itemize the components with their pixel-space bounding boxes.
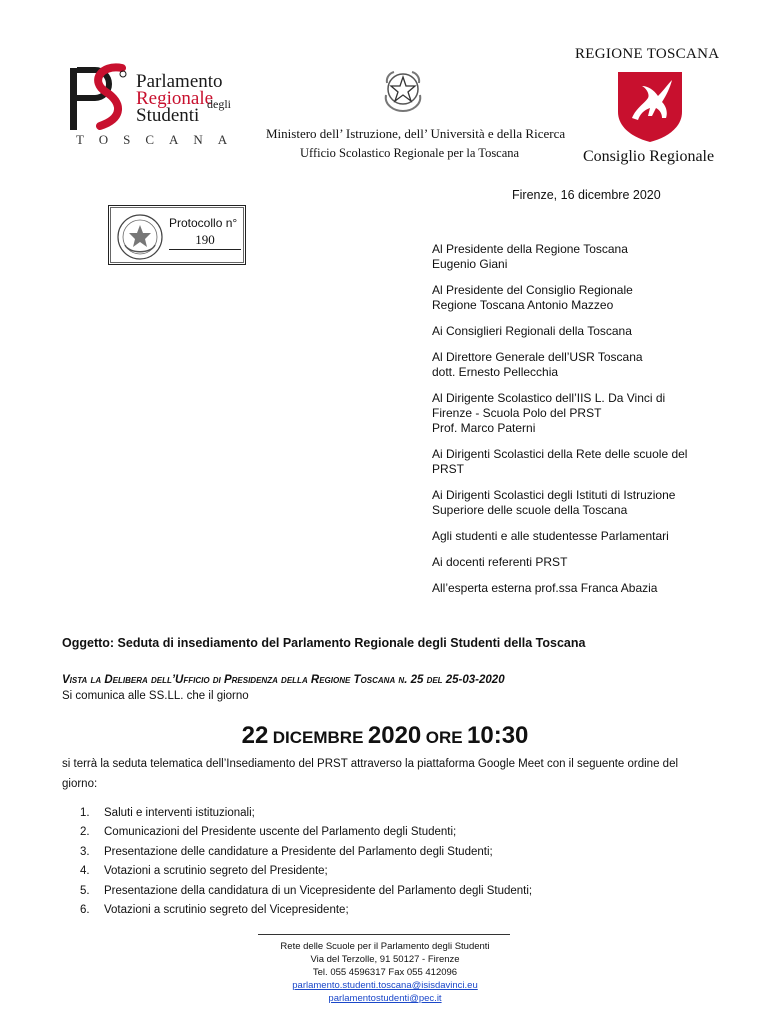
recipient: Al Direttore Generale dell’USR Toscana dott. Ernesto Pellecchia — [432, 350, 643, 379]
list-item: 6. Votazioni a scrutinio segreto del Vicepresidente; — [80, 903, 349, 916]
body-paragraph: si terrà la seduta telematica dell’Insediamento del PRST attraverso la piattaforma Google Meet con il seguente ordine del giorno: — [62, 758, 679, 790]
prst-logo-line3: Studenti — [136, 105, 200, 126]
letter-subject: Oggetto: Seduta di insediamento del Parlamento Regionale degli Studenti della Toscana — [62, 636, 586, 650]
recipient: All’esperta esterna prof.ssa Franca Abazia — [432, 581, 658, 595]
prst-logo-region: TOSCANA — [76, 132, 243, 147]
footer-divider — [258, 934, 510, 935]
footer-pec-link[interactable]: parlamentostudenti@pec.it — [328, 993, 442, 1004]
meeting-year: 2020 — [367, 722, 422, 749]
italian-republic-emblem-icon — [378, 65, 428, 115]
letter-date: Firenze, 16 dicembre 2020 — [512, 188, 661, 202]
ministry-name: Ministero dell’ Istruzione, dell’ Università e della Ricerca — [266, 126, 566, 141]
meeting-datetime — [0, 722, 770, 750]
list-item: 2. Comunicazioni del Presidente uscente del Parlamento degli Studenti; — [80, 826, 457, 839]
list-item: 5. Presentazione della candidatura di un Vicepresidente del Parlamento degli Studenti; — [80, 884, 533, 897]
protocol-seal-icon — [115, 212, 165, 262]
recipient: Ai docenti referenti PRST — [432, 555, 568, 569]
recipient: Ai Dirigenti Scolastici della Rete delle scuole del PRST — [432, 447, 688, 476]
meeting-ore: ORE — [425, 728, 463, 747]
recipient: Ai Dirigenti Scolastici degli Istituti di Istruzione Superiore delle scuole della Toscana — [432, 488, 676, 517]
prst-logo-degli: degli — [207, 97, 231, 111]
protocol-number: 190 — [169, 232, 241, 250]
meeting-day: 22 — [241, 722, 269, 749]
recipient: Al Presidente del Consiglio Regionale Regione Toscana Antonio Mazzeo — [432, 283, 633, 312]
recipient: Al Dirigente Scolastico dell’IIS L. Da Vinci di Firenze - Scuola Polo del PRST Prof. Marco Paterni — [432, 391, 666, 435]
comunica-line: Si comunica alle SS.LL. che il giorno — [62, 690, 249, 702]
recipient: Al Presidente della Regione Toscana Eugenio Giani — [432, 242, 628, 271]
footer-email-link[interactable]: parlamento.studenti.toscana@isisdavinci.eu — [292, 980, 478, 991]
protocol-label: Protocollo n° — [169, 216, 238, 230]
recipients-list — [432, 242, 732, 607]
prst-logo-line2: Regionale — [136, 88, 214, 109]
recipient: Agli studenti e alle studentesse Parlamentari — [432, 529, 669, 543]
meeting-time: 10:30 — [467, 722, 529, 749]
list-item: 1. Saluti e interventi istituzionali; — [80, 807, 255, 819]
prst-logo-line1: Parlamento — [136, 71, 223, 92]
meeting-month: DICEMBRE — [272, 728, 364, 747]
footer — [235, 940, 535, 1005]
regione-toscana-title: REGIONE TOSCANA — [575, 46, 720, 62]
consiglio-regionale-label: Consiglio Regionale — [583, 148, 715, 165]
list-item: 3. Presentazione delle candidature a Presidente del Parlamento degli Studenti; — [80, 845, 493, 858]
list-item: 4. Votazioni a scrutinio segreto del Presidente; — [80, 865, 328, 878]
footer-address: Via del Terzolle, 91 50127 - Firenze — [310, 954, 460, 965]
vista-delibera: Vista la Delibera dell’Ufficio di Presidenza della Regione Toscana n. 25 del 25-03-2020 — [62, 674, 505, 686]
footer-network: Rete delle Scuole per il Parlamento degli Studenti — [280, 941, 490, 952]
pegasus-regione-toscana-icon — [614, 68, 686, 144]
footer-phone: Tel. 055 4596317 Fax 055 412096 — [312, 967, 458, 978]
ministry-office: Ufficio Scolastico Regionale per la Toscana — [300, 146, 520, 160]
recipient: Ai Consiglieri Regionali della Toscana — [432, 324, 632, 338]
agenda-list — [80, 804, 730, 920]
protocol-stamp — [108, 205, 246, 265]
